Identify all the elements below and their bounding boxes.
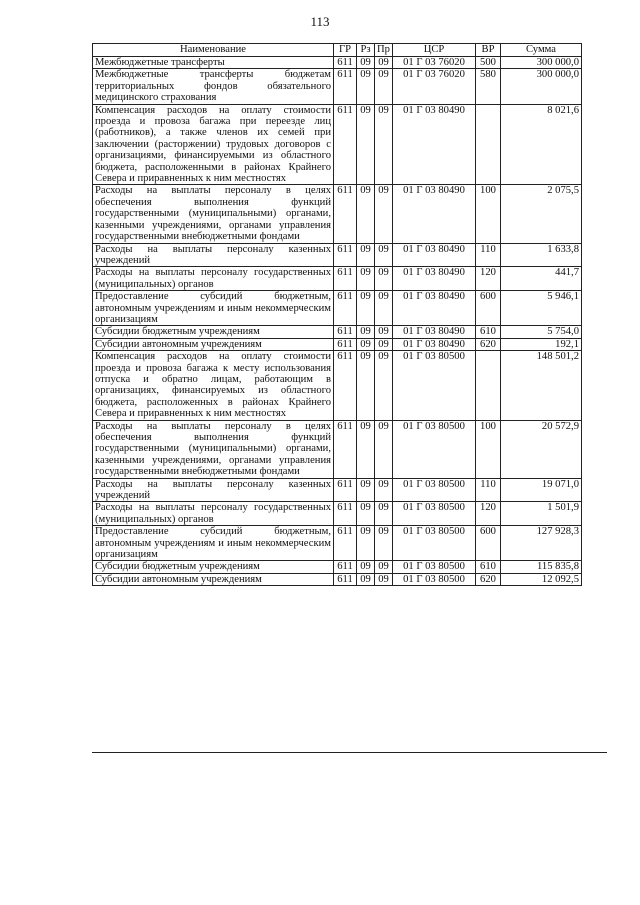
cell-rz: 09	[357, 267, 375, 291]
cell-name: Предоставление субсидий бюджетным, автономным учреждениям и иным некоммерческим организациям	[93, 291, 334, 326]
cell-name: Расходы на выплаты персоналу в целях обеспечения выполнения функций государственными (муниципальными) органами, казенными учреждениями, органами управления государственными внебюджетными фондами	[93, 185, 334, 243]
table-row	[93, 69, 582, 104]
cell-sum: 1 501,9	[501, 502, 582, 526]
table-row	[93, 478, 582, 502]
cell-csr: 01 Г 03 80490	[393, 185, 476, 243]
cell-vr: 610	[476, 561, 501, 573]
cell-csr: 01 Г 03 80500	[393, 351, 476, 420]
cell-pr: 09	[375, 104, 393, 185]
cell-sum: 127 928,3	[501, 526, 582, 561]
table-row	[93, 573, 582, 585]
header-rz: Рз	[357, 44, 375, 57]
cell-pr: 09	[375, 267, 393, 291]
cell-pr: 09	[375, 338, 393, 350]
cell-sum: 5 754,0	[501, 326, 582, 338]
cell-pr: 09	[375, 69, 393, 104]
cell-sum: 19 071,0	[501, 478, 582, 502]
table-row	[93, 420, 582, 478]
cell-gr: 611	[334, 243, 357, 267]
cell-name: Субсидии бюджетным учреждениям	[93, 561, 334, 573]
cell-sum: 300 000,0	[501, 57, 582, 69]
cell-name: Расходы на выплаты персоналу государственных (муниципальных) органов	[93, 502, 334, 526]
cell-gr: 611	[334, 104, 357, 185]
cell-gr: 611	[334, 338, 357, 350]
cell-vr: 110	[476, 478, 501, 502]
page-number: 113	[310, 14, 330, 29]
header-sum: Сумма	[501, 44, 582, 57]
cell-rz: 09	[357, 185, 375, 243]
table-row	[93, 561, 582, 573]
cell-csr: 01 Г 03 80490	[393, 243, 476, 267]
table-row	[93, 57, 582, 69]
cell-rz: 09	[357, 69, 375, 104]
cell-sum: 8 021,6	[501, 104, 582, 185]
cell-vr: 610	[476, 326, 501, 338]
cell-rz: 09	[357, 478, 375, 502]
cell-vr: 120	[476, 502, 501, 526]
table-row	[93, 291, 582, 326]
table-row	[93, 326, 582, 338]
cell-csr: 01 Г 03 80500	[393, 502, 476, 526]
cell-vr: 110	[476, 243, 501, 267]
cell-vr: 620	[476, 573, 501, 585]
cell-sum: 148 501,2	[501, 351, 582, 420]
cell-vr: 100	[476, 185, 501, 243]
budget-table	[92, 43, 582, 586]
cell-gr: 611	[334, 526, 357, 561]
table-header	[93, 44, 582, 57]
cell-rz: 09	[357, 351, 375, 420]
cell-gr: 611	[334, 291, 357, 326]
cell-name: Предоставление субсидий бюджетным, автономным учреждениям и иным некоммерческим организациям	[93, 526, 334, 561]
cell-name: Расходы на выплаты персоналу государственных (муниципальных) органов	[93, 267, 334, 291]
cell-gr: 611	[334, 57, 357, 69]
header-row	[93, 44, 582, 57]
cell-rz: 09	[357, 420, 375, 478]
cell-pr: 09	[375, 243, 393, 267]
cell-name: Субсидии автономным учреждениям	[93, 338, 334, 350]
cell-rz: 09	[357, 57, 375, 69]
cell-gr: 611	[334, 502, 357, 526]
cell-name: Расходы на выплаты персоналу в целях обеспечения выполнения функций государственными (муниципальными) органами, казенными учреждениями, органами управления государственными внебюджетными фондами	[93, 420, 334, 478]
cell-sum: 192,1	[501, 338, 582, 350]
cell-sum: 1 633,8	[501, 243, 582, 267]
header-vr: ВР	[476, 44, 501, 57]
cell-pr: 09	[375, 420, 393, 478]
cell-pr: 09	[375, 185, 393, 243]
table-row	[93, 243, 582, 267]
cell-vr: 580	[476, 69, 501, 104]
cell-sum: 5 946,1	[501, 291, 582, 326]
cell-vr: 620	[476, 338, 501, 350]
cell-pr: 09	[375, 57, 393, 69]
cell-gr: 611	[334, 351, 357, 420]
cell-csr: 01 Г 03 76020	[393, 69, 476, 104]
cell-name: Компенсация расходов на оплату стоимости проезда и провоза багажа к месту использования отпуска и обратно лицам, работающим в организациях, финансируемых из областного бюджета, расположенных в районах Крайнего Севера и приравненных к ним местностях	[93, 351, 334, 420]
cell-sum: 115 835,8	[501, 561, 582, 573]
cell-sum: 20 572,9	[501, 420, 582, 478]
cell-csr: 01 Г 03 80490	[393, 267, 476, 291]
table-row	[93, 185, 582, 243]
cell-csr: 01 Г 03 80500	[393, 561, 476, 573]
cell-vr: 600	[476, 291, 501, 326]
cell-rz: 09	[357, 243, 375, 267]
header-pr: Пр	[375, 44, 393, 57]
cell-rz: 09	[357, 291, 375, 326]
cell-csr: 01 Г 03 76020	[393, 57, 476, 69]
cell-pr: 09	[375, 561, 393, 573]
cell-pr: 09	[375, 291, 393, 326]
cell-vr	[476, 104, 501, 185]
cell-sum: 441,7	[501, 267, 582, 291]
cell-csr: 01 Г 03 80500	[393, 478, 476, 502]
cell-gr: 611	[334, 69, 357, 104]
cell-vr: 600	[476, 526, 501, 561]
cell-gr: 611	[334, 185, 357, 243]
cell-name: Субсидии автономным учреждениям	[93, 573, 334, 585]
cell-rz: 09	[357, 561, 375, 573]
cell-gr: 611	[334, 420, 357, 478]
cell-vr: 120	[476, 267, 501, 291]
cell-pr: 09	[375, 351, 393, 420]
cell-sum: 300 000,0	[501, 69, 582, 104]
cell-csr: 01 Г 03 80500	[393, 420, 476, 478]
cell-csr: 01 Г 03 80490	[393, 291, 476, 326]
table-body	[93, 57, 582, 586]
cell-sum: 2 075,5	[501, 185, 582, 243]
cell-pr: 09	[375, 526, 393, 561]
cell-gr: 611	[334, 326, 357, 338]
cell-csr: 01 Г 03 80490	[393, 104, 476, 185]
cell-vr: 500	[476, 57, 501, 69]
cell-name: Межбюджетные трансферты	[93, 57, 334, 69]
cell-rz: 09	[357, 104, 375, 185]
header-csr: ЦСР	[393, 44, 476, 57]
cell-name: Расходы на выплаты персоналу казенных учреждений	[93, 243, 334, 267]
header-name: Наименование	[93, 44, 334, 57]
table-row	[93, 104, 582, 185]
cell-name: Субсидии бюджетным учреждениям	[93, 326, 334, 338]
header-gr: ГР	[334, 44, 357, 57]
cell-rz: 09	[357, 573, 375, 585]
cell-rz: 09	[357, 502, 375, 526]
cell-pr: 09	[375, 478, 393, 502]
cell-csr: 01 Г 03 80490	[393, 326, 476, 338]
cell-pr: 09	[375, 502, 393, 526]
cell-rz: 09	[357, 526, 375, 561]
cell-rz: 09	[357, 338, 375, 350]
cell-csr: 01 Г 03 80500	[393, 526, 476, 561]
cell-sum: 12 092,5	[501, 573, 582, 585]
table-row	[93, 267, 582, 291]
table-row	[93, 351, 582, 420]
cell-pr: 09	[375, 326, 393, 338]
cell-gr: 611	[334, 478, 357, 502]
cell-name: Компенсация расходов на оплату стоимости проезда и провоза багажа при переезде лиц (работников), а также членов их семей при заключении (расторжении) трудовых договоров с организациями, финансируемыми из областного бюджета, расположенными в районах Крайнего Севера и приравненных к ним местностях	[93, 104, 334, 185]
footer-divider	[92, 752, 607, 753]
cell-csr: 01 Г 03 80500	[393, 573, 476, 585]
cell-pr: 09	[375, 573, 393, 585]
cell-csr: 01 Г 03 80490	[393, 338, 476, 350]
table-row	[93, 526, 582, 561]
cell-gr: 611	[334, 573, 357, 585]
cell-name: Межбюджетные трансферты бюджетам территориальных фондов обязательного медицинского страхования	[93, 69, 334, 104]
cell-name: Расходы на выплаты персоналу казенных учреждений	[93, 478, 334, 502]
table-row	[93, 502, 582, 526]
table-row	[93, 338, 582, 350]
cell-rz: 09	[357, 326, 375, 338]
cell-vr: 100	[476, 420, 501, 478]
cell-gr: 611	[334, 561, 357, 573]
cell-gr: 611	[334, 267, 357, 291]
cell-vr	[476, 351, 501, 420]
